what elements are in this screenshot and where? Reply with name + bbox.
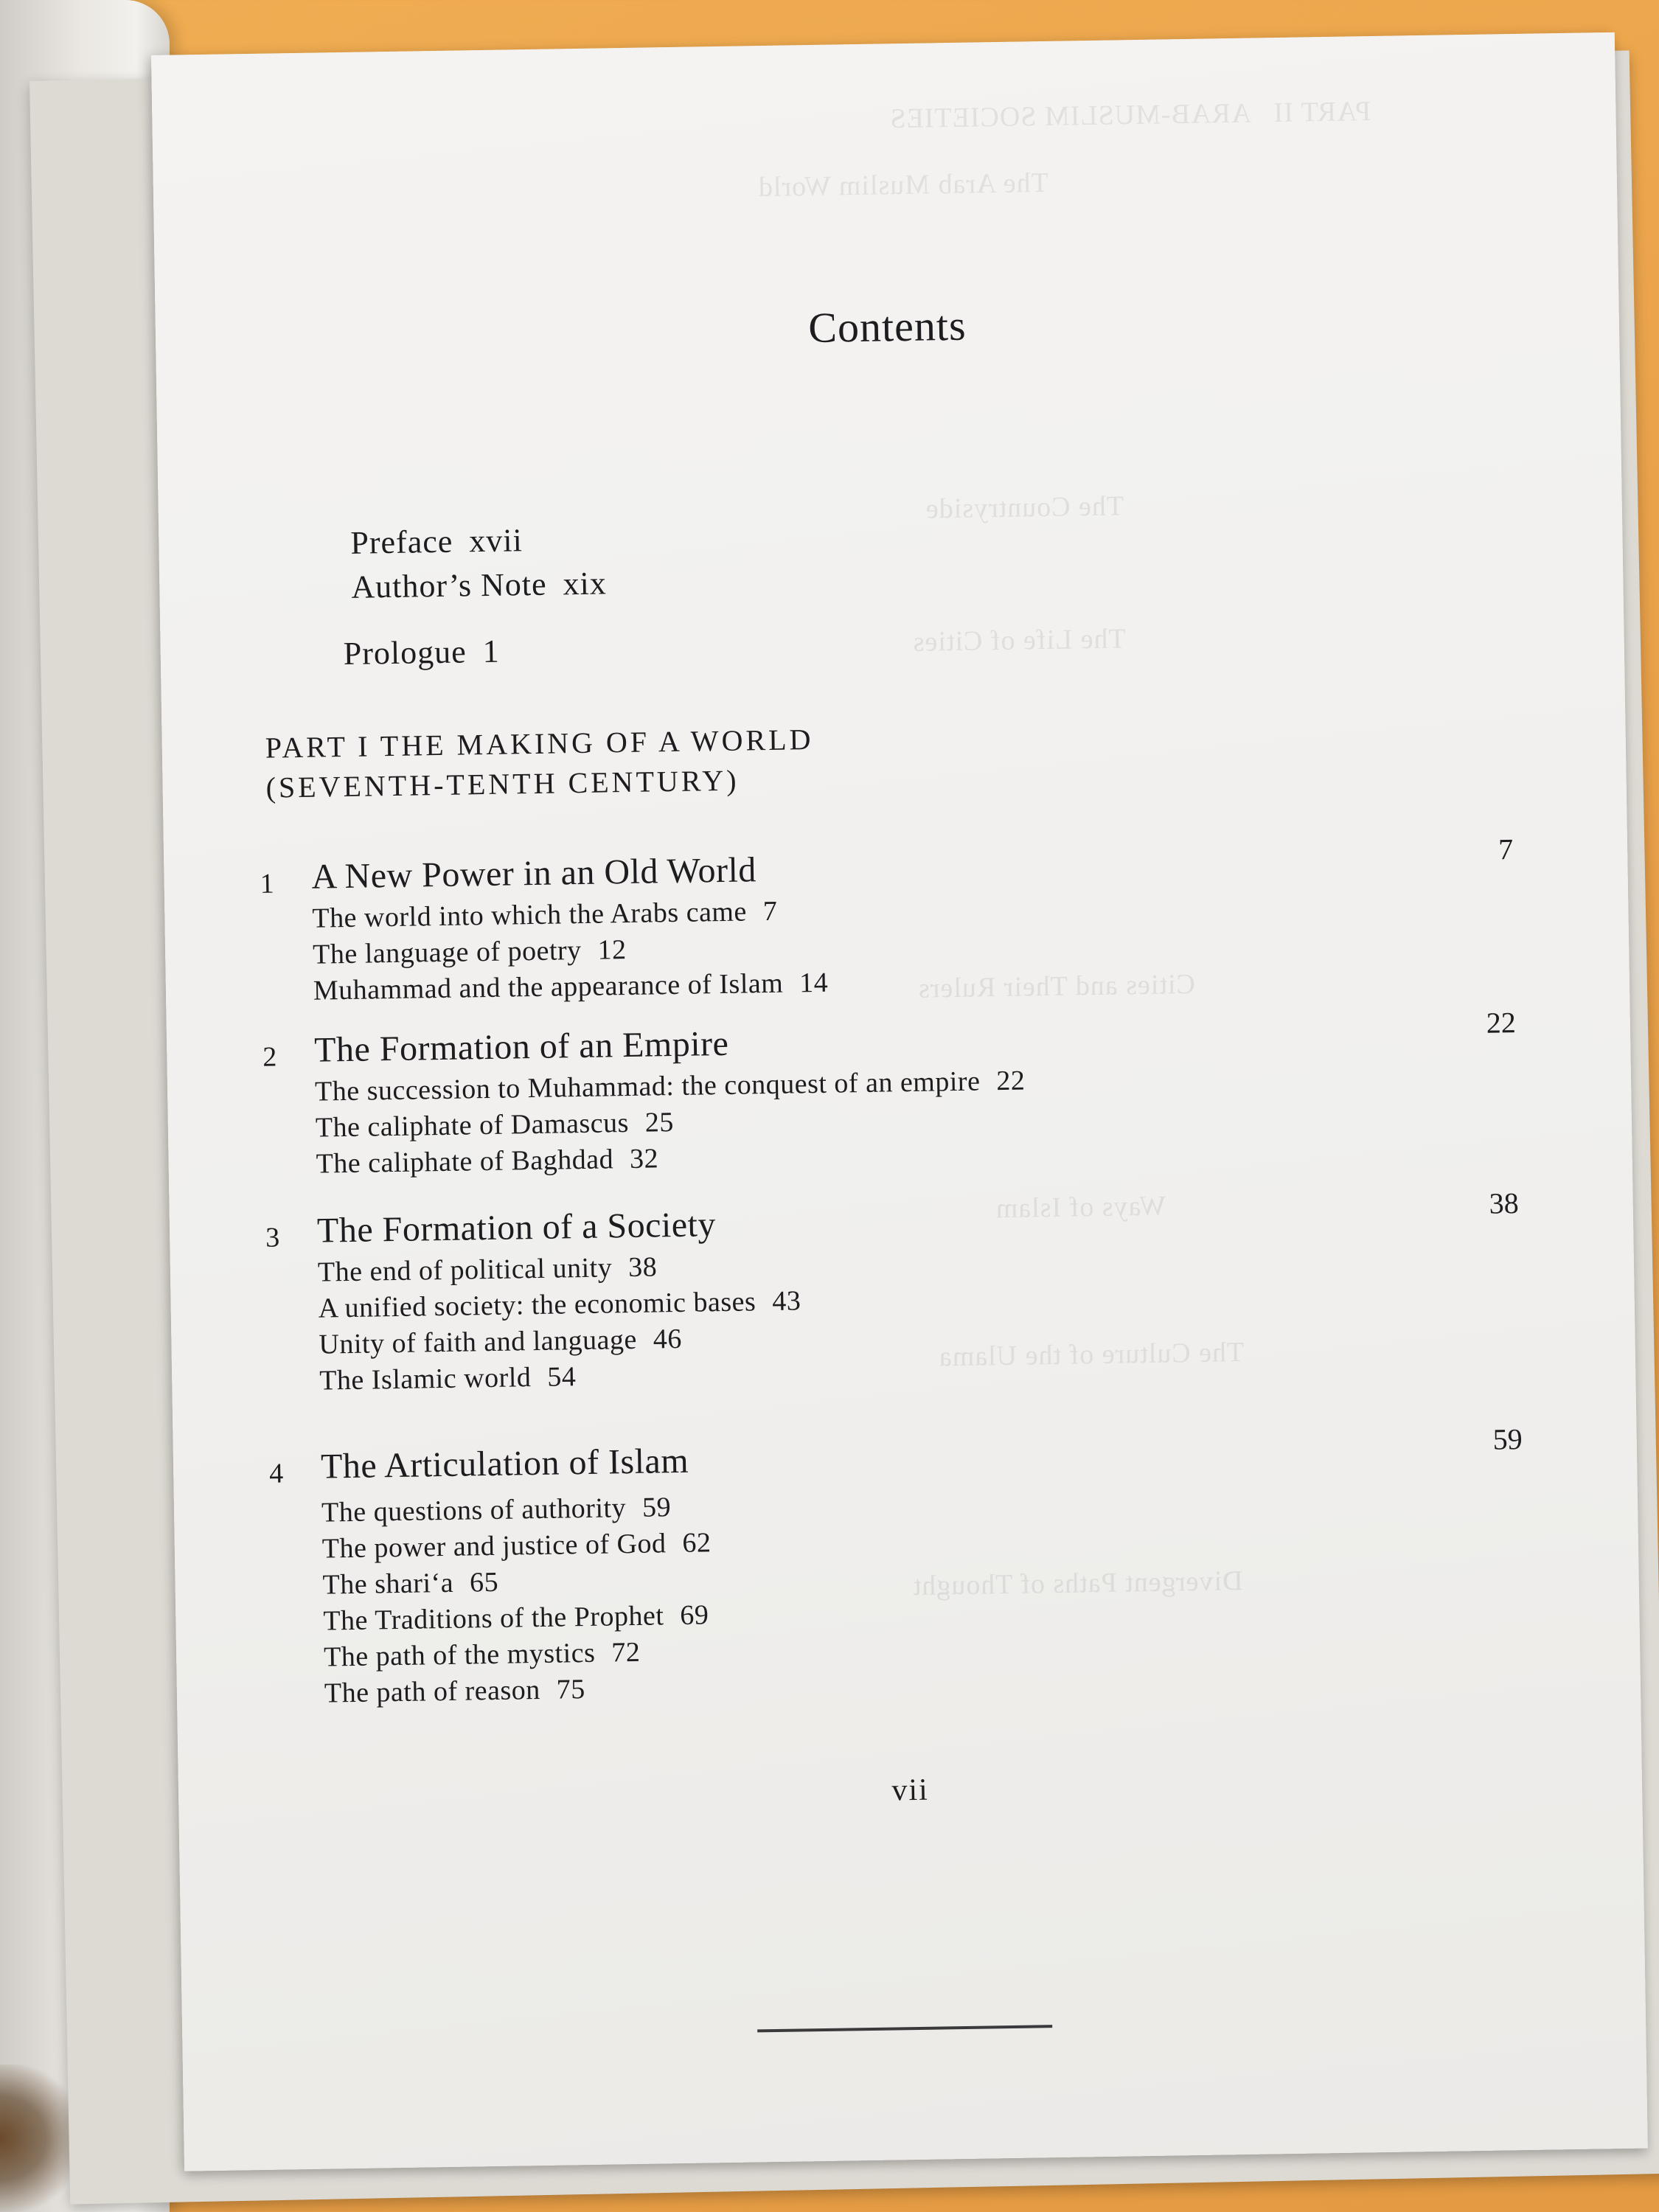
entry-title: Author’s Note <box>350 566 547 605</box>
chapter-page: 22 <box>1486 1006 1517 1040</box>
chapter-sections <box>321 1489 714 1711</box>
bleed-through-text: The Life of Cities <box>912 623 1127 658</box>
section-title: The path of reason <box>324 1674 541 1709</box>
contents-page <box>151 32 1648 2171</box>
bleed-through-text: Ways of Islam <box>995 1190 1166 1225</box>
chapter-title: The Formation of an Empire <box>313 1023 729 1070</box>
section-entry <box>324 1633 713 1675</box>
section-page: 46 <box>653 1323 683 1355</box>
section-title: The world into which the Arabs came <box>312 896 748 934</box>
section-entry <box>318 1283 801 1326</box>
horizontal-rule <box>757 2025 1052 2032</box>
section-entry <box>324 1669 714 1711</box>
section-title: The caliphate of Baghdad <box>316 1144 614 1180</box>
section-page: 65 <box>469 1566 499 1599</box>
chapter-page: 7 <box>1498 832 1514 866</box>
chapter-number: 1 <box>260 868 274 900</box>
section-title: The language of poetry <box>312 934 582 970</box>
section-page: 22 <box>996 1065 1026 1097</box>
chapter-2 <box>262 1006 1517 1180</box>
section-title: The shari‘a <box>322 1567 454 1601</box>
section-title: The Traditions of the Prophet <box>323 1600 664 1637</box>
chapter-number: 3 <box>265 1222 280 1253</box>
section-title: Muhammad and the appearance of Islam <box>313 967 784 1006</box>
section-title: The path of the mystics <box>323 1637 596 1673</box>
section-entry <box>313 965 829 1009</box>
section-title: The Islamic world <box>319 1362 532 1397</box>
section-page: 7 <box>762 895 778 928</box>
section-page: 25 <box>644 1107 675 1138</box>
section-title: Unity of faith and language <box>319 1324 638 1360</box>
entry-page: 1 <box>482 633 501 670</box>
front-matter-prologue <box>343 633 500 672</box>
entry-page: xvii <box>468 522 524 560</box>
chapter-number: 2 <box>262 1041 277 1073</box>
chapter-title: The Articulation of Islam <box>320 1441 689 1486</box>
chapter-title: The Formation of a Society <box>316 1205 717 1251</box>
entry-page: xix <box>563 565 608 602</box>
bleed-through-text: The Countryside <box>925 490 1124 525</box>
section-title: The succession to Muhammad: the conquest of an empire <box>314 1065 981 1107</box>
section-title: The end of political unity <box>317 1252 613 1288</box>
chapter-sections <box>315 1063 1027 1183</box>
front-matter-authors-note <box>351 564 607 605</box>
part-heading <box>265 720 814 808</box>
section-page: 72 <box>611 1636 641 1669</box>
section-title: The power and justice of God <box>321 1528 667 1565</box>
chapter-sections <box>312 893 829 1009</box>
section-page: 32 <box>629 1143 659 1175</box>
section-page: 62 <box>682 1527 712 1559</box>
section-page: 38 <box>627 1251 658 1284</box>
section-page: 54 <box>546 1361 577 1393</box>
chapter-page: 59 <box>1492 1422 1523 1456</box>
section-entry <box>322 1561 712 1603</box>
chapter-page: 38 <box>1489 1186 1520 1220</box>
page-title: Contents <box>807 301 967 352</box>
section-page: 75 <box>556 1674 586 1705</box>
bleed-through-text: The Culture of the Ulama <box>938 1336 1245 1373</box>
section-entry <box>321 1525 711 1567</box>
section-entry <box>321 1489 711 1531</box>
section-title: A unified society: the economic bases <box>318 1286 757 1324</box>
bleed-through-text: The Arab Muslim World <box>757 167 1049 204</box>
chapter-number: 4 <box>268 1458 284 1489</box>
chapter-sections <box>318 1247 803 1399</box>
section-page: 59 <box>641 1492 672 1523</box>
section-title: The questions of authority <box>321 1492 627 1528</box>
section-page: 12 <box>597 934 627 966</box>
bleed-through-text: PART II ARAB-MUSLIM SOCIETIES <box>889 96 1371 135</box>
chapter-title: A New Power in an Old World <box>311 850 757 897</box>
section-title: The caliphate of Damascus <box>315 1107 630 1144</box>
part-title: PART I THE MAKING OF A WORLD <box>265 723 814 765</box>
entry-title: Prologue <box>343 633 467 672</box>
section-page: 14 <box>799 967 829 999</box>
section-entry <box>319 1355 802 1399</box>
entry-title: Preface <box>350 523 453 561</box>
front-matter-preface <box>350 521 523 562</box>
section-entry <box>323 1597 712 1639</box>
page-number: vii <box>891 1773 930 1808</box>
bleed-through-text: Divergent Paths of Thought <box>912 1565 1243 1602</box>
section-page: 43 <box>771 1285 801 1317</box>
part-subtitle: (SEVENTH-TENTH CENTURY) <box>265 763 740 804</box>
section-page: 69 <box>680 1599 709 1631</box>
bleed-through-text: Cities and Their Rulers <box>917 968 1196 1004</box>
